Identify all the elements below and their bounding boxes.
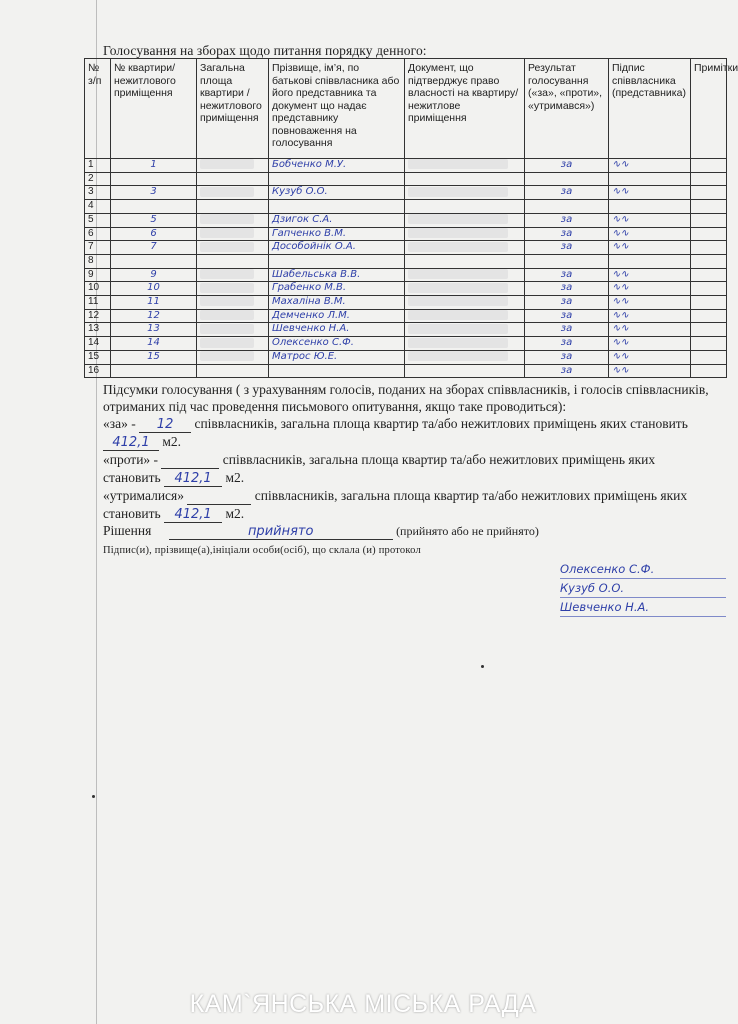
redacted-value <box>200 269 254 279</box>
table-row <box>85 227 727 241</box>
row-signature <box>609 159 691 173</box>
row-num: 11 <box>85 296 111 310</box>
row-apartment: 1 <box>111 159 197 173</box>
row-document <box>405 159 525 173</box>
row-notes <box>691 309 727 323</box>
redacted-value <box>200 159 254 169</box>
row-apartment: 12 <box>111 309 197 323</box>
signed-by-label: Підпис(и), прізвище(а),ініціали особи(осіб), що склала (и) протокол <box>103 545 421 556</box>
row-apartment <box>111 254 197 268</box>
row-owner: Дзигок С.А. <box>269 213 405 227</box>
row-signature <box>609 186 691 200</box>
redacted-value <box>408 296 508 306</box>
row-apartment <box>111 364 197 378</box>
row-result: за <box>525 296 609 310</box>
col-header-document: Документ, що підтверджує право власності на квартиру/нежитлове приміщення <box>405 59 525 159</box>
row-apartment <box>111 200 197 214</box>
row-result: за <box>525 241 609 255</box>
table-row <box>85 200 727 214</box>
redacted-value <box>408 159 508 169</box>
row-apartment: 13 <box>111 323 197 337</box>
row-area <box>197 200 269 214</box>
row-owner <box>269 364 405 378</box>
for-text: співвласників, загальна площа квартир та/або нежитлових приміщень яких становить <box>194 416 688 431</box>
voting-heading: Голосування на зборах щодо питання порядку денного: <box>103 43 427 58</box>
row-apartment: 5 <box>111 213 197 227</box>
summary-against <box>103 451 713 487</box>
row-notes <box>691 282 727 296</box>
row-notes <box>691 350 727 364</box>
for-count: 12 <box>139 418 191 433</box>
row-document <box>405 213 525 227</box>
row-num: 8 <box>85 254 111 268</box>
row-notes <box>691 186 727 200</box>
col-header-notes: Примітки <box>691 59 727 159</box>
row-result: за <box>525 159 609 173</box>
row-document <box>405 323 525 337</box>
row-notes <box>691 159 727 173</box>
stray-mark <box>92 795 95 798</box>
redacted-value <box>200 283 254 293</box>
row-num: 13 <box>85 323 111 337</box>
decision-line <box>103 523 539 540</box>
for-unit: м2. <box>162 434 182 449</box>
row-num: 10 <box>85 282 111 296</box>
row-num: 12 <box>85 309 111 323</box>
row-apartment: 10 <box>111 282 197 296</box>
row-num: 9 <box>85 268 111 282</box>
row-result <box>525 200 609 214</box>
col-header-apartment: № квартири/нежитлового приміщення <box>111 59 197 159</box>
summary-intro: Підсумки голосування ( з урахуванням голосів, поданих на зборах співвласників, і голосів співвласників, отриманих під час проведення письмового опитування, якщо таке проводиться): <box>103 382 709 414</box>
redacted-value <box>408 310 508 320</box>
redacted-value <box>408 214 508 224</box>
row-owner: Дособойнік О.А. <box>269 241 405 255</box>
row-document <box>405 200 525 214</box>
table-row <box>85 241 727 255</box>
row-owner: Махаліна В.М. <box>269 296 405 310</box>
row-result: за <box>525 364 609 378</box>
table-row <box>85 172 727 186</box>
row-notes <box>691 364 727 378</box>
row-apartment: 9 <box>111 268 197 282</box>
row-result: за <box>525 350 609 364</box>
row-notes <box>691 268 727 282</box>
row-document <box>405 186 525 200</box>
table-row <box>85 350 727 364</box>
row-area <box>197 282 269 296</box>
handwritten-signature: ∿∿ <box>612 186 629 198</box>
row-area <box>197 172 269 186</box>
row-signature <box>609 350 691 364</box>
row-owner: Бобченко М.У. <box>269 159 405 173</box>
row-signature <box>609 227 691 241</box>
redacted-value <box>408 283 508 293</box>
row-notes <box>691 296 727 310</box>
handwritten-signature: ∿∿ <box>612 296 629 308</box>
table-row <box>85 159 727 173</box>
row-signature <box>609 172 691 186</box>
table-row <box>85 268 727 282</box>
redacted-value <box>200 242 254 252</box>
redacted-value <box>200 296 254 306</box>
against-text: співвласників, загальна площа квартир та/або нежитлових приміщень яких становить <box>103 452 656 485</box>
row-area <box>197 337 269 351</box>
stray-mark <box>481 665 484 668</box>
row-notes <box>691 241 727 255</box>
row-result: за <box>525 213 609 227</box>
handwritten-signature: ∿∿ <box>612 213 629 225</box>
table-row <box>85 254 727 268</box>
decision-label: Рішення <box>103 523 152 538</box>
row-num: 4 <box>85 200 111 214</box>
row-area <box>197 227 269 241</box>
row-num: 6 <box>85 227 111 241</box>
row-num: 5 <box>85 213 111 227</box>
redacted-value <box>408 338 508 348</box>
signature-3: Шевченко Н.А. <box>560 598 726 617</box>
signature-1: Олексенко С.Ф. <box>560 560 726 579</box>
table-row <box>85 309 727 323</box>
row-signature <box>609 337 691 351</box>
redacted-value <box>200 338 254 348</box>
row-apartment: 15 <box>111 350 197 364</box>
col-header-area: Загальна площа квартири /нежитлового приміщення <box>197 59 269 159</box>
row-notes <box>691 213 727 227</box>
row-area <box>197 350 269 364</box>
row-result: за <box>525 268 609 282</box>
row-signature <box>609 241 691 255</box>
row-signature <box>609 200 691 214</box>
row-result: за <box>525 282 609 296</box>
table-header-row <box>85 59 727 159</box>
row-result: за <box>525 227 609 241</box>
row-owner <box>269 254 405 268</box>
row-area <box>197 213 269 227</box>
row-signature <box>609 268 691 282</box>
table-row <box>85 364 727 378</box>
handwritten-signature: ∿∿ <box>612 337 629 349</box>
row-num: 16 <box>85 364 111 378</box>
row-num: 3 <box>85 186 111 200</box>
against-area: 412,1 <box>164 472 222 487</box>
row-signature <box>609 296 691 310</box>
row-document <box>405 309 525 323</box>
row-document <box>405 268 525 282</box>
row-owner <box>269 200 405 214</box>
col-header-signature: Підпис співвласника (представника) <box>609 59 691 159</box>
redacted-value <box>200 187 254 197</box>
row-notes <box>691 337 727 351</box>
table-row <box>85 323 727 337</box>
for-label: «за» - <box>103 416 136 431</box>
handwritten-signature: ∿∿ <box>612 364 629 376</box>
redacted-value <box>200 214 254 224</box>
row-apartment: 3 <box>111 186 197 200</box>
abstain-unit: м2. <box>225 506 245 521</box>
redacted-value <box>200 324 254 334</box>
against-label: «проти» - <box>103 452 159 467</box>
row-area <box>197 268 269 282</box>
row-area <box>197 296 269 310</box>
row-result: за <box>525 337 609 351</box>
row-owner: Кузуб О.О. <box>269 186 405 200</box>
row-document <box>405 337 525 351</box>
row-area <box>197 364 269 378</box>
redacted-value <box>408 242 508 252</box>
voting-summary <box>103 381 713 523</box>
handwritten-signature: ∿∿ <box>612 268 629 280</box>
col-header-num: № з/п <box>85 59 111 159</box>
table-row <box>85 213 727 227</box>
handwritten-signature: ∿∿ <box>612 159 629 170</box>
row-owner: Гапченко В.М. <box>269 227 405 241</box>
row-area <box>197 186 269 200</box>
table-row <box>85 186 727 200</box>
handwritten-signature: ∿∿ <box>612 323 629 335</box>
table-row <box>85 296 727 310</box>
row-document <box>405 282 525 296</box>
col-header-result: Результат голосування («за», «проти», «утримався») <box>525 59 609 159</box>
row-result: за <box>525 186 609 200</box>
row-apartment: 14 <box>111 337 197 351</box>
against-unit: м2. <box>225 470 245 485</box>
row-document <box>405 241 525 255</box>
row-notes <box>691 172 727 186</box>
summary-for <box>103 415 713 451</box>
redacted-value <box>408 351 508 361</box>
abstain-label: «утрималися» <box>103 488 185 503</box>
row-result <box>525 172 609 186</box>
redacted-value <box>200 228 254 238</box>
handwritten-signature: ∿∿ <box>612 241 629 253</box>
redacted-value <box>408 228 508 238</box>
row-notes <box>691 227 727 241</box>
row-document <box>405 227 525 241</box>
row-signature <box>609 309 691 323</box>
col-header-owner: Прізвище, ім’я, по батькові співвласника або його представника та документ що надає представнику повноваження на голосування <box>269 59 405 159</box>
row-area <box>197 254 269 268</box>
abstain-count <box>187 490 251 505</box>
row-document <box>405 172 525 186</box>
handwritten-signature: ∿∿ <box>612 227 629 239</box>
row-owner: Шабельська В.В. <box>269 268 405 282</box>
row-document <box>405 364 525 378</box>
redacted-value <box>408 324 508 334</box>
redacted-value <box>200 310 254 320</box>
row-apartment: 11 <box>111 296 197 310</box>
row-result: за <box>525 323 609 337</box>
footer-watermark: КАМ`ЯНСЬКА МІСЬКА РАДА <box>189 990 537 1018</box>
row-result: за <box>525 309 609 323</box>
row-num: 15 <box>85 350 111 364</box>
row-notes <box>691 323 727 337</box>
row-owner: Демченко Л.М. <box>269 309 405 323</box>
row-document <box>405 350 525 364</box>
row-signature <box>609 323 691 337</box>
decision-hint: (прийнято або не прийнято) <box>396 524 539 538</box>
row-owner <box>269 172 405 186</box>
summary-abstain <box>103 487 713 523</box>
row-result <box>525 254 609 268</box>
handwritten-signature: ∿∿ <box>612 350 629 362</box>
row-area <box>197 159 269 173</box>
row-num: 14 <box>85 337 111 351</box>
row-area <box>197 309 269 323</box>
row-owner: Грабенко М.В. <box>269 282 405 296</box>
row-area <box>197 241 269 255</box>
row-num: 2 <box>85 172 111 186</box>
row-num: 1 <box>85 159 111 173</box>
row-area <box>197 323 269 337</box>
row-signature <box>609 282 691 296</box>
row-owner: Шевченко Н.А. <box>269 323 405 337</box>
abstain-text: співвласників, загальна площа квартир та/або нежитлових приміщень яких становить <box>103 488 688 521</box>
redacted-value <box>200 351 254 361</box>
abstain-area: 412,1 <box>164 508 222 523</box>
row-owner: Олексенко С.Ф. <box>269 337 405 351</box>
signature-2: Кузуб О.О. <box>560 579 726 598</box>
against-count <box>161 454 219 469</box>
row-owner: Матрос Ю.Е. <box>269 350 405 364</box>
for-area: 412,1 <box>103 436 159 451</box>
row-signature <box>609 364 691 378</box>
row-document <box>405 254 525 268</box>
row-document <box>405 296 525 310</box>
row-apartment: 6 <box>111 227 197 241</box>
row-apartment <box>111 172 197 186</box>
redacted-value <box>408 187 508 197</box>
row-num: 7 <box>85 241 111 255</box>
row-signature <box>609 213 691 227</box>
handwritten-signature: ∿∿ <box>612 282 629 294</box>
handwritten-signature: ∿∿ <box>612 309 629 321</box>
row-apartment: 7 <box>111 241 197 255</box>
decision-value: прийнято <box>169 525 393 540</box>
row-notes <box>691 200 727 214</box>
row-notes <box>691 254 727 268</box>
redacted-value <box>408 269 508 279</box>
protocol-signatures <box>560 560 726 617</box>
table-row <box>85 337 727 351</box>
table-row <box>85 282 727 296</box>
row-signature <box>609 254 691 268</box>
voting-table <box>84 58 738 378</box>
